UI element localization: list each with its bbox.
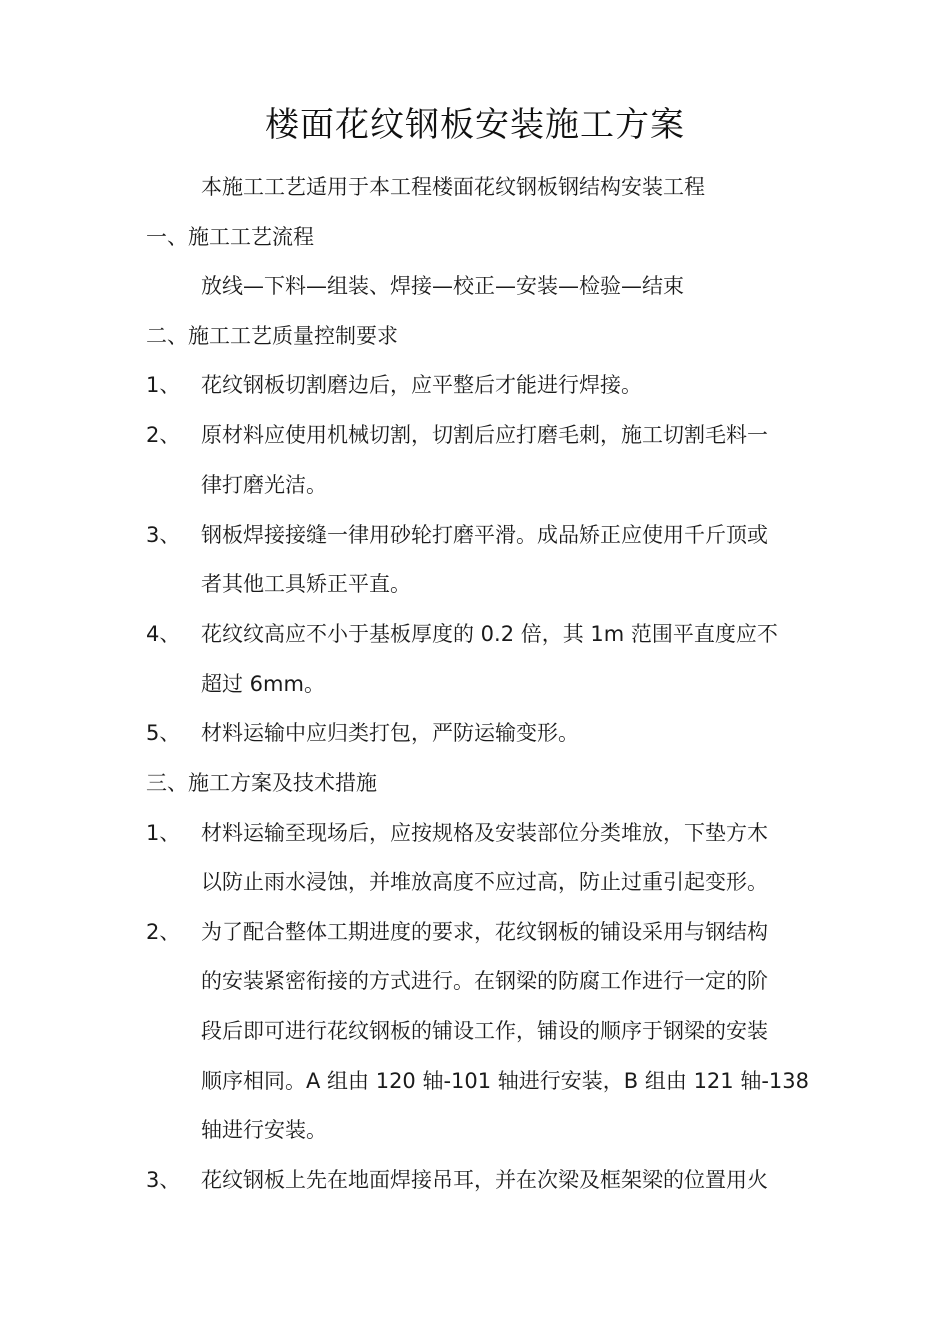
list-item-line: 段后即可进行花纹钢板的铺设工作，铺设的顺序于钢梁的安装: [201, 1019, 768, 1043]
list-item-line: 以防止雨水浸蚀，并堆放高度不应过高，防止过重引起变形。: [201, 870, 768, 894]
list-item-number: 1、: [146, 373, 181, 397]
process-flow-text: 放线—下料—组装、焊接—校正—安装—检验—结束: [201, 274, 684, 298]
list-item-line: 材料运输至现场后，应按规格及安装部位分类堆放，下垫方木: [201, 821, 768, 845]
document-title: 楼面花纹钢板安装施工方案: [265, 105, 685, 145]
list-item-number: 1、: [146, 821, 181, 845]
list-item-line: 为了配合整体工期进度的要求，花纹钢板的铺设采用与钢结构: [201, 920, 768, 944]
list-item-number: 2、: [146, 920, 181, 944]
list-item-number: 3、: [146, 523, 181, 547]
list-item-number: 3、: [146, 1168, 181, 1192]
section-heading-1: 一、施工工艺流程: [146, 225, 314, 249]
list-item-number: 4、: [146, 622, 181, 646]
list-item-line: 轴进行安装。: [201, 1118, 327, 1142]
list-item-line: 钢板焊接接缝一律用砂轮打磨平滑。成品矫正应使用千斤顶或: [201, 523, 768, 547]
list-item-line: 顺序相同。A 组由 120 轴-101 轴进行安装，B 组由 121 轴-138: [201, 1069, 809, 1093]
list-item-line: 律打磨光洁。: [201, 473, 327, 497]
section-heading-3: 三、施工方案及技术措施: [146, 771, 377, 795]
list-item-number: 5、: [146, 721, 181, 745]
list-item-line: 原材料应使用机械切割，切割后应打磨毛刺，施工切割毛料一: [201, 423, 768, 447]
list-item-line: 的安装紧密衔接的方式进行。在钢梁的防腐工作进行一定的阶: [201, 969, 768, 993]
list-item-line: 超过 6mm。: [201, 672, 325, 696]
intro-text: 本施工工艺适用于本工程楼面花纹钢板钢结构安装工程: [201, 175, 705, 199]
list-item-line: 花纹钢板上先在地面焊接吊耳，并在次梁及框架梁的位置用火: [201, 1168, 768, 1192]
list-item-line: 者其他工具矫正平直。: [201, 572, 411, 596]
list-item-line: 材料运输中应归类打包，严防运输变形。: [201, 721, 579, 745]
section-heading-2: 二、施工工艺质量控制要求: [146, 324, 398, 348]
list-item-number: 2、: [146, 423, 181, 447]
list-item-line: 花纹纹高应不小于基板厚度的 0.2 倍，其 1m 范围平直度应不: [201, 622, 778, 646]
list-item-line: 花纹钢板切割磨边后，应平整后才能进行焊接。: [201, 373, 642, 397]
